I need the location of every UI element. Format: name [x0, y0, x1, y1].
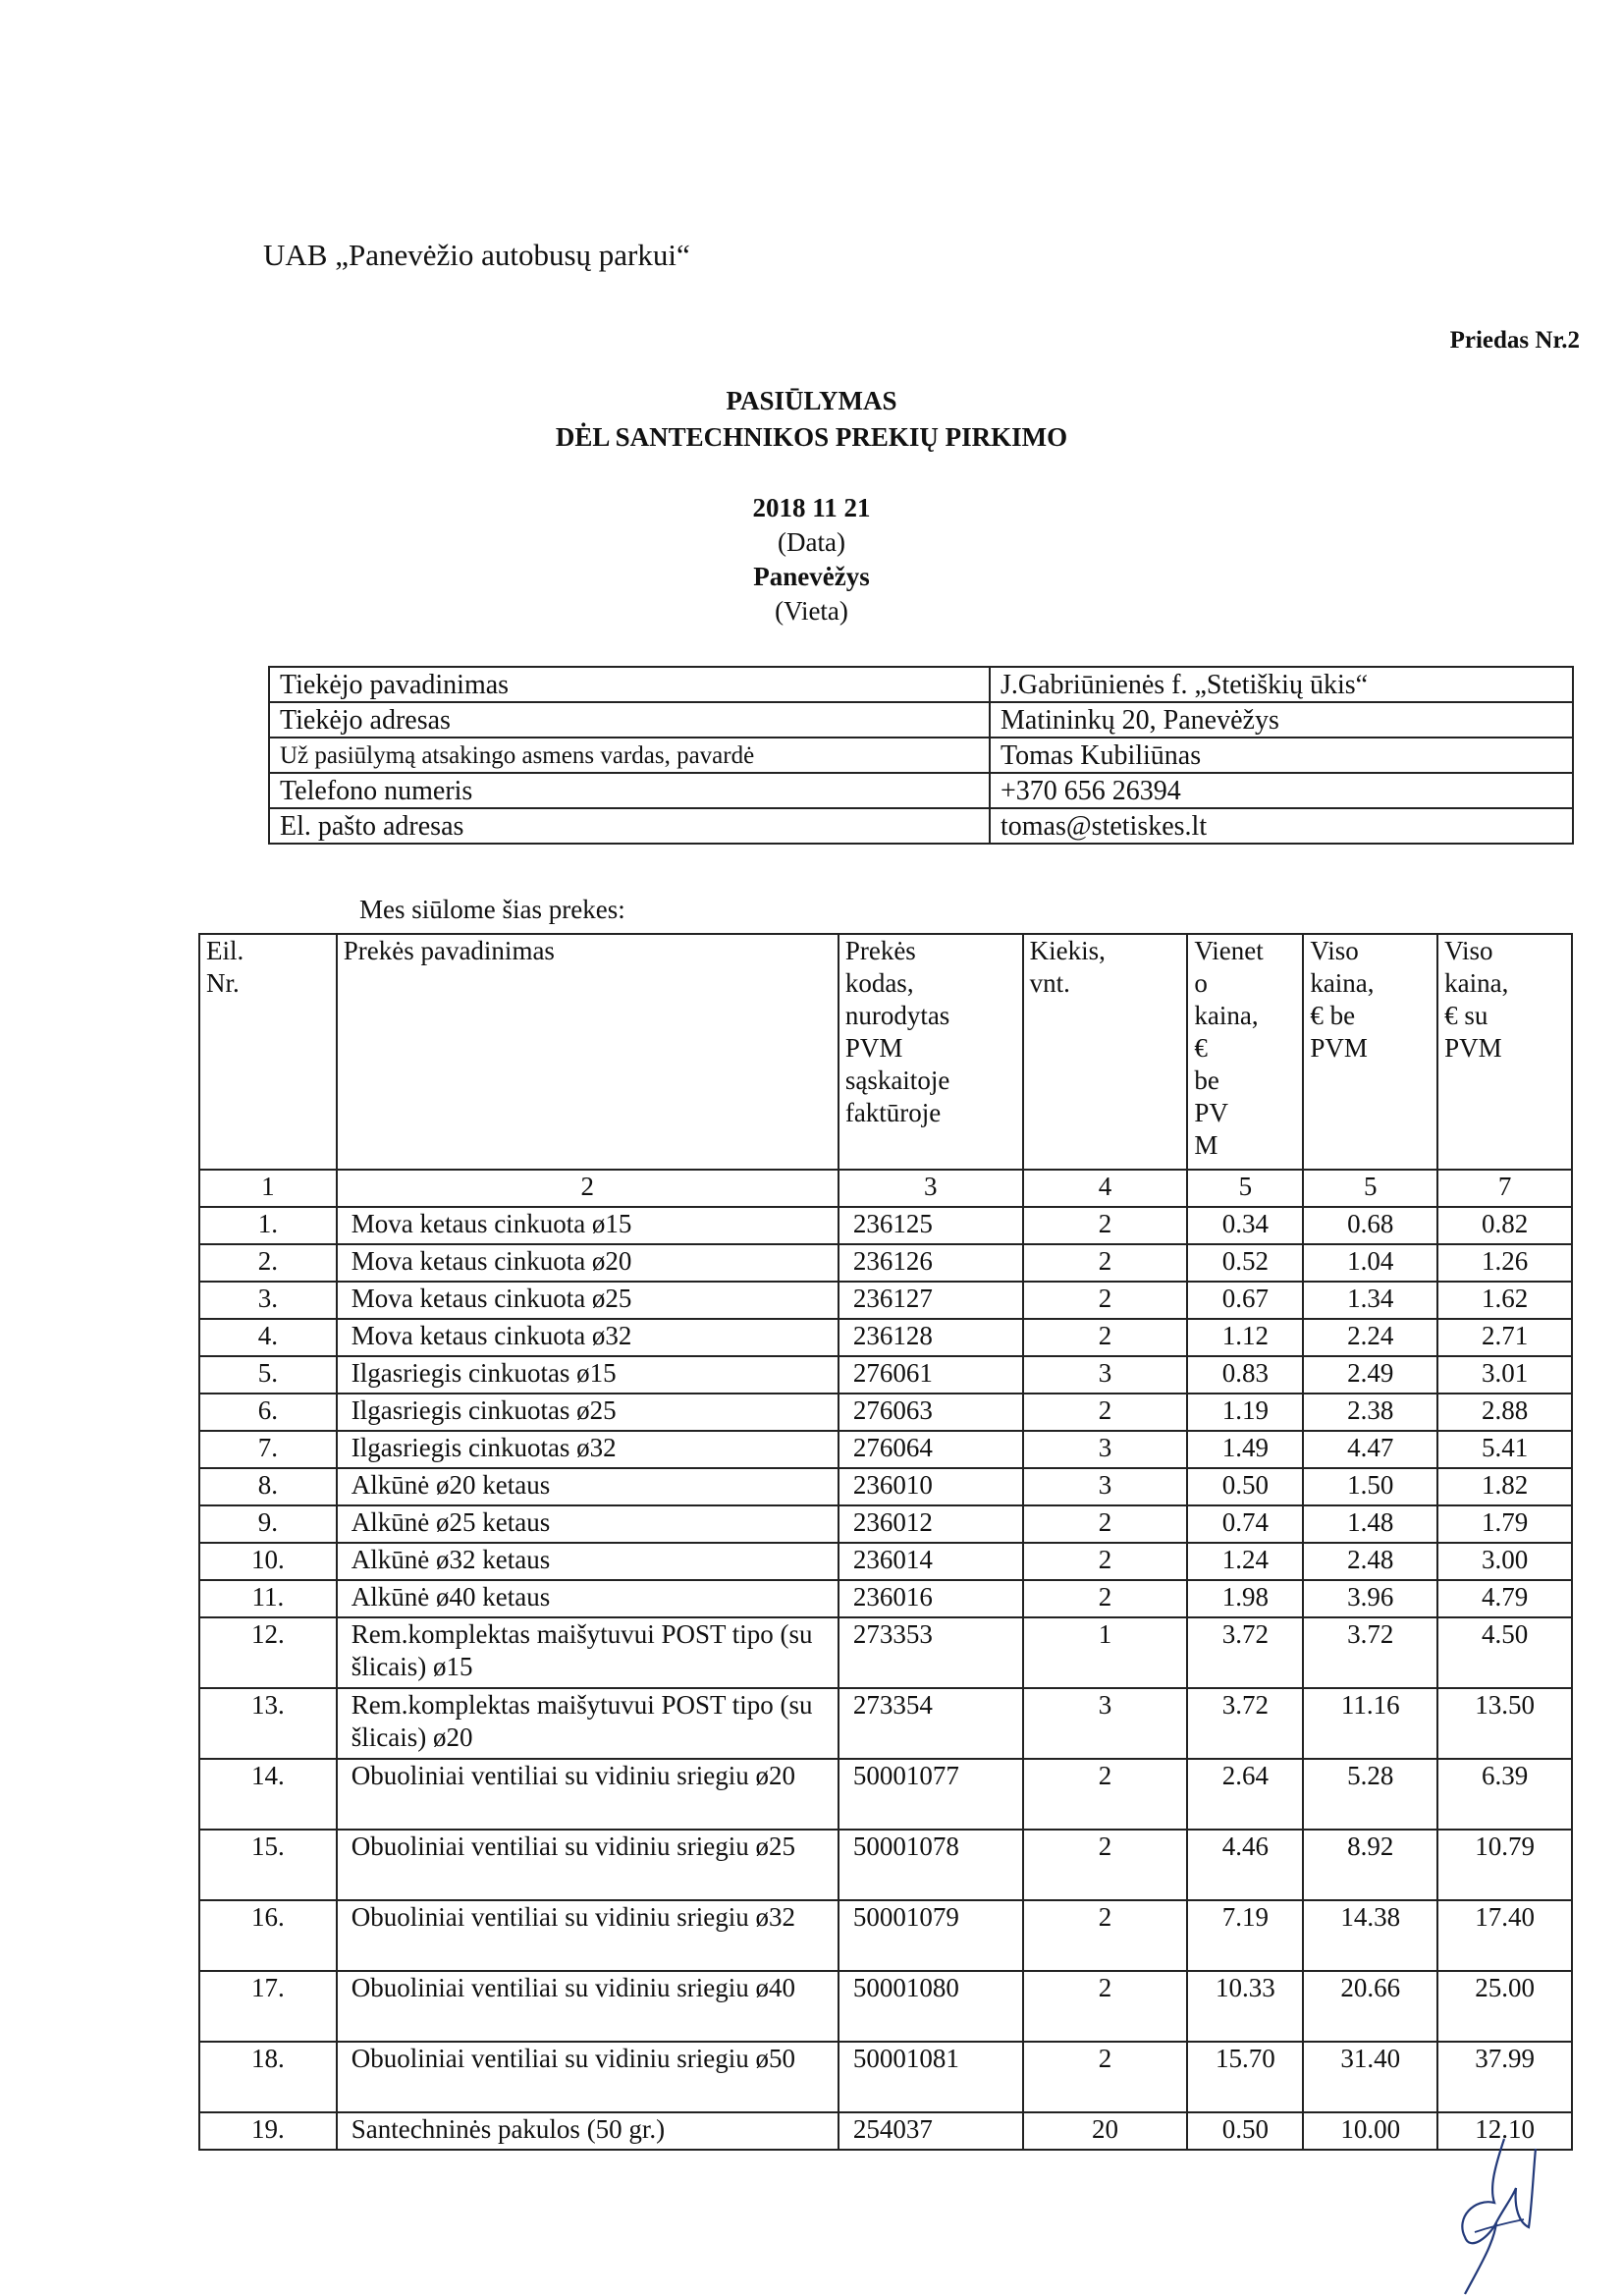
cell-item-name: Santechninės pakulos (50 gr.)	[337, 2112, 839, 2150]
table-row	[199, 1830, 1572, 1900]
column-header: Kiekis, vnt.	[1023, 934, 1188, 1170]
cell-total-vat: 1.62	[1437, 1282, 1572, 1319]
table-row	[199, 1617, 1572, 1688]
table-row	[199, 1759, 1572, 1830]
cell-total: 1.48	[1303, 1505, 1437, 1543]
supplier-field-value: Tomas Kubiliūnas	[990, 738, 1573, 773]
cell-total-vat: 0.82	[1437, 1207, 1572, 1244]
cell-total-vat: 5.41	[1437, 1431, 1572, 1468]
column-number: 3	[839, 1170, 1023, 1207]
supplier-field-label: Telefono numeris	[269, 773, 990, 808]
cell-total: 3.96	[1303, 1580, 1437, 1617]
cell-quantity: 2	[1023, 1580, 1188, 1617]
cell-unit-price: 1.19	[1187, 1394, 1303, 1431]
cell-item-code: 236014	[839, 1543, 1023, 1580]
cell-total: 20.66	[1303, 1971, 1437, 2042]
cell-item-name: Alkūnė ø25 ketaus	[337, 1505, 839, 1543]
cell-total: 1.34	[1303, 1282, 1437, 1319]
cell-item-name: Mova ketaus cinkuota ø25	[337, 1282, 839, 1319]
cell-unit-price: 0.52	[1187, 1244, 1303, 1282]
cell-item-code: 50001079	[839, 1900, 1023, 1971]
cell-unit-price: 0.50	[1187, 2112, 1303, 2150]
cell-nr: 5.	[199, 1356, 337, 1394]
cell-nr: 14.	[199, 1759, 337, 1830]
cell-item-code: 236127	[839, 1282, 1023, 1319]
cell-nr: 10.	[199, 1543, 337, 1580]
cell-item-name: Mova ketaus cinkuota ø15	[337, 1207, 839, 1244]
recipient: UAB „Panevėžio autobusų parkui“	[263, 238, 690, 272]
column-header: Vienet o kaina, € be PV M	[1187, 934, 1303, 1170]
document-title: PASIŪLYMAS	[726, 386, 897, 415]
table-row	[199, 2042, 1572, 2112]
column-header: Eil. Nr.	[199, 934, 337, 1170]
cell-quantity: 3	[1023, 1468, 1188, 1505]
cell-total: 1.50	[1303, 1468, 1437, 1505]
cell-nr: 2.	[199, 1244, 337, 1282]
cell-item-code: 236010	[839, 1468, 1023, 1505]
cell-quantity: 3	[1023, 1688, 1188, 1759]
column-header: Prekės pavadinimas	[337, 934, 839, 1170]
table-row	[199, 1207, 1572, 1244]
cell-item-code: 236012	[839, 1505, 1023, 1543]
column-number: 7	[1437, 1170, 1572, 1207]
cell-quantity: 2	[1023, 1830, 1188, 1900]
cell-nr: 6.	[199, 1394, 337, 1431]
cell-unit-price: 0.50	[1187, 1468, 1303, 1505]
cell-nr: 12.	[199, 1617, 337, 1688]
table-row	[199, 1580, 1572, 1617]
cell-total: 14.38	[1303, 1900, 1437, 1971]
cell-item-name: Obuoliniai ventiliai su vidiniu sriegiu ø50	[337, 2042, 839, 2112]
cell-total: 1.04	[1303, 1244, 1437, 1282]
cell-item-code: 236126	[839, 1244, 1023, 1282]
cell-total: 2.38	[1303, 1394, 1437, 1431]
cell-item-code: 276061	[839, 1356, 1023, 1394]
document-date: 2018 11 21	[752, 493, 871, 522]
cell-total: 0.68	[1303, 1207, 1437, 1244]
supplier-field-label: Tiekėjo pavadinimas	[269, 667, 990, 702]
table-row	[199, 1244, 1572, 1282]
cell-quantity: 3	[1023, 1431, 1188, 1468]
supplier-field-label: El. pašto adresas	[269, 808, 990, 844]
date-caption: (Data)	[778, 527, 845, 557]
cell-quantity: 2	[1023, 1207, 1188, 1244]
cell-total-vat: 25.00	[1437, 1971, 1572, 2042]
cell-quantity: 2	[1023, 1244, 1188, 1282]
cell-item-name: Obuoliniai ventiliai su vidiniu sriegiu ø40	[337, 1971, 839, 2042]
cell-total-vat: 13.50	[1437, 1688, 1572, 1759]
column-number: 2	[337, 1170, 839, 1207]
cell-unit-price: 1.49	[1187, 1431, 1303, 1468]
cell-item-name: Rem.komplektas maišytuvui POST tipo (su šlicais) ø20	[337, 1688, 839, 1759]
cell-item-name: Ilgasriegis cinkuotas ø25	[337, 1394, 839, 1431]
cell-item-code: 276064	[839, 1431, 1023, 1468]
cell-total: 31.40	[1303, 2042, 1437, 2112]
cell-quantity: 2	[1023, 1394, 1188, 1431]
table-row	[199, 1394, 1572, 1431]
cell-total-vat: 3.01	[1437, 1356, 1572, 1394]
cell-total: 2.49	[1303, 1356, 1437, 1394]
cell-unit-price: 1.98	[1187, 1580, 1303, 1617]
cell-item-name: Alkūnė ø32 ketaus	[337, 1543, 839, 1580]
cell-nr: 17.	[199, 1971, 337, 2042]
cell-total-vat: 1.79	[1437, 1505, 1572, 1543]
cell-item-code: 50001081	[839, 2042, 1023, 2112]
supplier-row	[269, 702, 1573, 738]
cell-unit-price: 3.72	[1187, 1688, 1303, 1759]
signature-scribble	[1435, 2129, 1539, 2296]
cell-item-code: 276063	[839, 1394, 1023, 1431]
column-header: Viso kaina, € be PVM	[1303, 934, 1437, 1170]
cell-quantity: 2	[1023, 1900, 1188, 1971]
cell-unit-price: 1.12	[1187, 1319, 1303, 1356]
cell-item-name: Alkūnė ø20 ketaus	[337, 1468, 839, 1505]
cell-item-name: Mova ketaus cinkuota ø20	[337, 1244, 839, 1282]
cell-item-name: Alkūnė ø40 ketaus	[337, 1580, 839, 1617]
supplier-row	[269, 738, 1573, 773]
cell-total-vat: 2.88	[1437, 1394, 1572, 1431]
supplier-field-value: Matininkų 20, Panevėžys	[990, 702, 1573, 738]
table-row	[199, 1356, 1572, 1394]
table-row	[199, 1543, 1572, 1580]
cell-quantity: 3	[1023, 1356, 1188, 1394]
cell-unit-price: 7.19	[1187, 1900, 1303, 1971]
column-number: 1	[199, 1170, 337, 1207]
cell-nr: 18.	[199, 2042, 337, 2112]
column-number: 4	[1023, 1170, 1188, 1207]
cell-item-name: Mova ketaus cinkuota ø32	[337, 1319, 839, 1356]
cell-total-vat: 4.79	[1437, 1580, 1572, 1617]
cell-item-code: 273353	[839, 1617, 1023, 1688]
cell-quantity: 2	[1023, 1543, 1188, 1580]
column-number: 5	[1303, 1170, 1437, 1207]
cell-nr: 9.	[199, 1505, 337, 1543]
supplier-field-label: Už pasiūlymą atsakingo asmens vardas, pavardė	[269, 738, 990, 773]
cell-quantity: 2	[1023, 1759, 1188, 1830]
supplier-row	[269, 808, 1573, 844]
supplier-info-table	[268, 666, 1574, 845]
cell-nr: 11.	[199, 1580, 337, 1617]
cell-item-code: 236016	[839, 1580, 1023, 1617]
cell-unit-price: 4.46	[1187, 1830, 1303, 1900]
cell-nr: 1.	[199, 1207, 337, 1244]
cell-quantity: 2	[1023, 2042, 1188, 2112]
cell-unit-price: 10.33	[1187, 1971, 1303, 2042]
column-number: 5	[1187, 1170, 1303, 1207]
cell-total-vat: 37.99	[1437, 2042, 1572, 2112]
supplier-field-value: J.Gabriūnienės f. „Stetiškių ūkis“	[990, 667, 1573, 702]
cell-nr: 3.	[199, 1282, 337, 1319]
cell-item-code: 50001080	[839, 1971, 1023, 2042]
cell-total-vat: 3.00	[1437, 1543, 1572, 1580]
cell-item-name: Ilgasriegis cinkuotas ø32	[337, 1431, 839, 1468]
cell-total-vat: 4.50	[1437, 1617, 1572, 1688]
supplier-field-value: tomas@stetiskes.lt	[990, 808, 1573, 844]
cell-quantity: 2	[1023, 1505, 1188, 1543]
cell-quantity: 2	[1023, 1282, 1188, 1319]
cell-unit-price: 0.83	[1187, 1356, 1303, 1394]
cell-unit-price: 0.74	[1187, 1505, 1303, 1543]
offer-intro: Mes siūlome šias prekes:	[359, 895, 625, 924]
supplier-field-label: Tiekėjo adresas	[269, 702, 990, 738]
cell-total: 8.92	[1303, 1830, 1437, 1900]
cell-item-code: 273354	[839, 1688, 1023, 1759]
cell-total: 4.47	[1303, 1431, 1437, 1468]
place-caption: (Vieta)	[775, 596, 848, 626]
cell-quantity: 20	[1023, 2112, 1188, 2150]
cell-nr: 8.	[199, 1468, 337, 1505]
cell-total-vat: 10.79	[1437, 1830, 1572, 1900]
cell-total: 10.00	[1303, 2112, 1437, 2150]
column-number-row	[199, 1170, 1572, 1207]
cell-total-vat: 17.40	[1437, 1900, 1572, 1971]
table-row	[199, 1319, 1572, 1356]
cell-item-code: 50001078	[839, 1830, 1023, 1900]
cell-unit-price: 3.72	[1187, 1617, 1303, 1688]
cell-item-name: Obuoliniai ventiliai su vidiniu sriegiu ø20	[337, 1759, 839, 1830]
cell-total: 3.72	[1303, 1617, 1437, 1688]
cell-nr: 4.	[199, 1319, 337, 1356]
cell-item-code: 236125	[839, 1207, 1023, 1244]
cell-item-code: 236128	[839, 1319, 1023, 1356]
cell-unit-price: 0.67	[1187, 1282, 1303, 1319]
column-header: Prekės kodas, nurodytas PVM sąskaitoje faktūroje	[839, 934, 1023, 1170]
table-header-row	[199, 934, 1572, 1170]
table-row	[199, 1900, 1572, 1971]
cell-nr: 13.	[199, 1688, 337, 1759]
cell-unit-price: 2.64	[1187, 1759, 1303, 1830]
cell-total-vat: 2.71	[1437, 1319, 1572, 1356]
cell-total-vat: 1.82	[1437, 1468, 1572, 1505]
document-place: Panevėžys	[753, 562, 870, 591]
annex-label: Priedas Nr.2	[1449, 327, 1580, 354]
table-row	[199, 1282, 1572, 1319]
table-row	[199, 1431, 1572, 1468]
supplier-field-value: +370 656 26394	[990, 773, 1573, 808]
cell-item-name: Rem.komplektas maišytuvui POST tipo (su šlicais) ø15	[337, 1617, 839, 1688]
cell-unit-price: 0.34	[1187, 1207, 1303, 1244]
table-row	[199, 1971, 1572, 2042]
supplier-row	[269, 773, 1573, 808]
table-row	[199, 1468, 1572, 1505]
cell-total-vat: 12.10	[1437, 2112, 1572, 2150]
cell-total: 11.16	[1303, 1688, 1437, 1759]
offer-items-table	[198, 933, 1573, 2151]
cell-item-name: Obuoliniai ventiliai su vidiniu sriegiu ø32	[337, 1900, 839, 1971]
cell-unit-price: 15.70	[1187, 2042, 1303, 2112]
cell-quantity: 1	[1023, 1617, 1188, 1688]
table-row	[199, 1688, 1572, 1759]
table-row	[199, 1505, 1572, 1543]
cell-total: 2.48	[1303, 1543, 1437, 1580]
cell-quantity: 2	[1023, 1319, 1188, 1356]
cell-item-name: Ilgasriegis cinkuotas ø15	[337, 1356, 839, 1394]
cell-item-name: Obuoliniai ventiliai su vidiniu sriegiu ø25	[337, 1830, 839, 1900]
cell-nr: 16.	[199, 1900, 337, 1971]
cell-item-code: 50001077	[839, 1759, 1023, 1830]
table-row	[199, 2112, 1572, 2150]
cell-item-code: 254037	[839, 2112, 1023, 2150]
cell-unit-price: 1.24	[1187, 1543, 1303, 1580]
cell-total-vat: 1.26	[1437, 1244, 1572, 1282]
column-header: Viso kaina, € su PVM	[1437, 934, 1572, 1170]
document-subtitle: DĖL SANTECHNIKOS PREKIŲ PIRKIMO	[555, 422, 1068, 452]
cell-nr: 15.	[199, 1830, 337, 1900]
supplier-row	[269, 667, 1573, 702]
cell-nr: 19.	[199, 2112, 337, 2150]
cell-total: 2.24	[1303, 1319, 1437, 1356]
cell-total: 5.28	[1303, 1759, 1437, 1830]
cell-total-vat: 6.39	[1437, 1759, 1572, 1830]
cell-nr: 7.	[199, 1431, 337, 1468]
cell-quantity: 2	[1023, 1971, 1188, 2042]
